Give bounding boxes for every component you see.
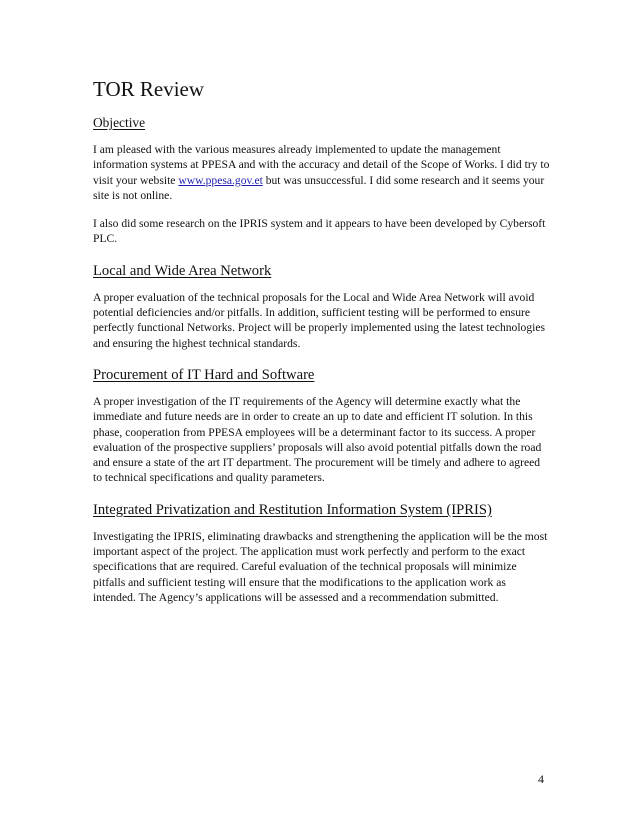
page-number: 4: [538, 772, 544, 786]
objective-paragraph-1-text-after: but was unsuccessful. I did some research and it seems your site is not online.: [93, 173, 545, 202]
section-heading-procurement: Procurement of IT Hard and Software: [93, 366, 315, 383]
lan-wan-paragraph: A proper evaluation of the technical proposals for the Local and Wide Area Network will avoid potential deficiencies and/or pitfalls. In addition, sufficient testing will be performed to ensure perfectly functional Networks. Project will be properly implemented using the latest technologies and ensuring the highest technical standards.: [93, 290, 546, 350]
section-heading-lan-wan: Local and Wide Area Network: [93, 262, 272, 279]
procurement-paragraph: A proper investigation of the IT requirements of the Agency will determine exactly what the immediate and future needs are in order to create an up to date and efficient IT solution. In this phase, cooperation from PPESA employees will be a determinant factor to its success. A proper evaluation of the prospective suppliers’ proposals will also avoid potential pitfalls down the road and ensure a state of the art IT department. The procurement will be timely and adhere to agreed to technical specifications and quality parameters.: [93, 394, 542, 485]
objective-paragraph-1-text-before: I am pleased with the various measures already implemented to update the management information systems at PPESA and with the accuracy and detail of the Scope of Works. I did try to visit your website: [93, 143, 550, 187]
section-heading-ipris: Integrated Privatization and Restitution Information System (IPRIS): [93, 501, 492, 518]
website-link[interactable]: www.ppesa.gov.et: [178, 173, 263, 187]
document-title: TOR Review: [93, 77, 205, 101]
objective-paragraph-2: I also did some research on the IPRIS system and it appears to have been developed by Cybersoft PLC.: [93, 217, 546, 246]
ipris-paragraph: Investigating the IPRIS, eliminating drawbacks and strengthening the application will be the most important aspect of the project. The application must work perfectly and perform to the exact specifications that are required. Careful evaluation of the technical proposals will minimize pitfalls and sufficient testing will ensure that the modifications to the application work as intended. The Agency’s applications will be assessed and a recommendation submitted.: [93, 529, 548, 604]
objective-paragraph-1: [93, 142, 551, 203]
document-body: [93, 114, 551, 618]
section-heading-objective: Objective: [93, 115, 146, 130]
